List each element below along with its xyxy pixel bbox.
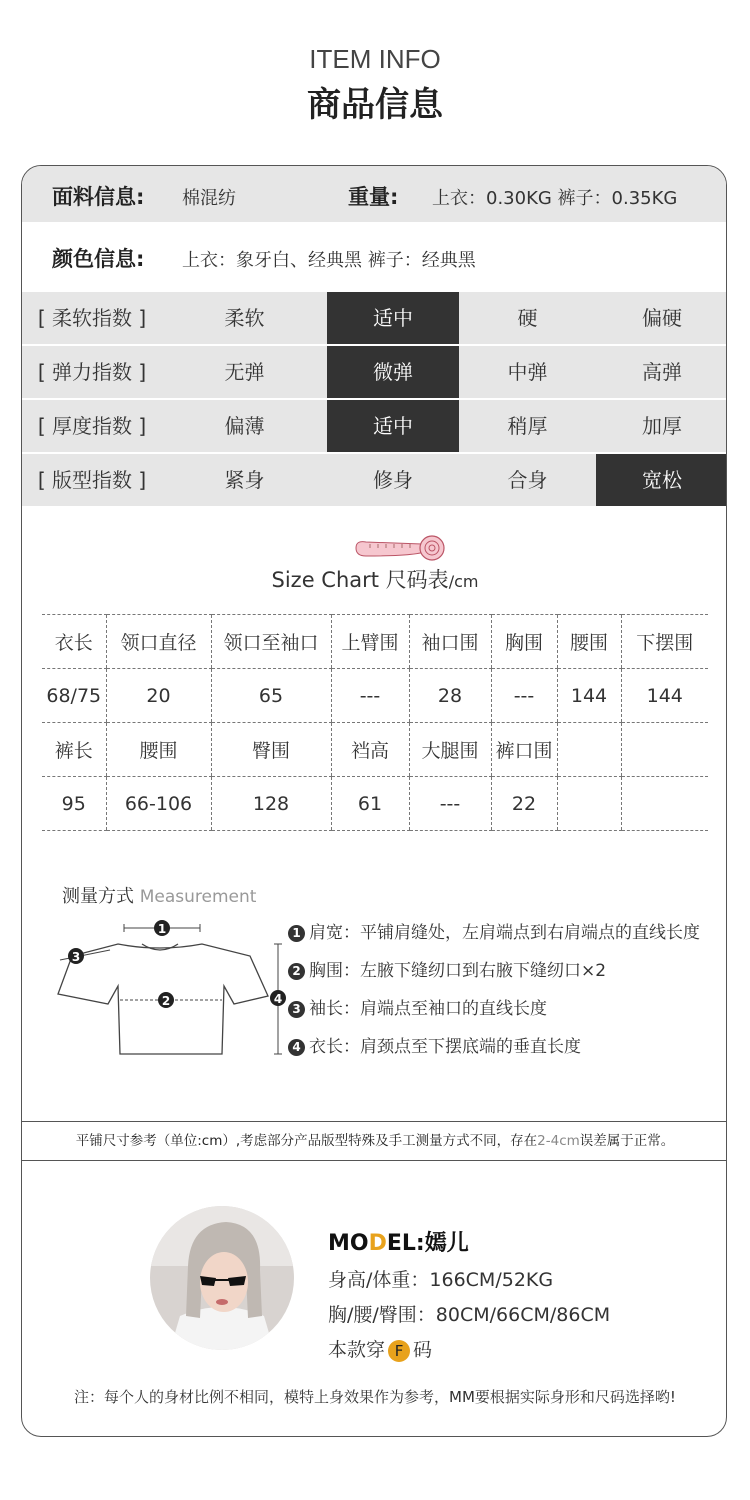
number-badge-icon: 4 — [288, 1039, 305, 1056]
size-chart-title-text: Size Chart 尺码表 — [271, 568, 449, 592]
table-cell: 144 — [621, 669, 708, 723]
index-option: 微弹 — [327, 346, 459, 398]
size-note-tolerance: 2-4cm — [537, 1133, 580, 1149]
table-cell: 领口至袖口 — [211, 615, 331, 669]
measurement-list — [288, 920, 700, 1072]
garment-diagram-icon — [50, 914, 290, 1064]
model-info — [328, 1226, 610, 1362]
size-table — [42, 614, 708, 831]
size-note-post: 误差属于正常。 — [579, 1133, 675, 1149]
table-cell: 裤口围 — [491, 723, 557, 777]
index-option: 中弹 — [507, 360, 548, 384]
index-option: 偏硬 — [642, 306, 682, 330]
measuring-tape-icon — [352, 534, 448, 564]
table-cell: 66-106 — [106, 777, 211, 831]
index-row — [22, 400, 727, 452]
table-row — [42, 777, 708, 831]
table-cell: 衣长 — [42, 615, 106, 669]
weight-label: 重量: — [348, 185, 399, 209]
size-note-pre: 平铺尺寸参考（单位:cm）,考虑部分产品版型特殊及手工测量方式不同，存在 — [75, 1133, 538, 1149]
index-option: 偏薄 — [224, 414, 265, 438]
table-cell: 袖口围 — [409, 615, 491, 669]
table-cell: 裤长 — [42, 723, 106, 777]
size-chart-unit: /cm — [448, 572, 479, 591]
index-row-label: [ 柔软指数 ] — [37, 306, 147, 330]
index-option: 稍厚 — [507, 414, 548, 438]
weight-value: 上衣：0.30KG 裤子：0.35KG — [432, 188, 678, 209]
table-cell: 95 — [42, 777, 106, 831]
index-option: 加厚 — [642, 414, 682, 438]
header-title-en: ITEM INFO — [309, 44, 441, 74]
index-row — [22, 454, 727, 506]
index-option: 适中 — [327, 400, 459, 452]
table-cell: --- — [409, 777, 491, 831]
model-size: 本款穿 F 码 — [328, 1339, 433, 1361]
svg-text:1: 1 — [157, 922, 167, 936]
index-row — [22, 346, 727, 398]
table-cell — [621, 723, 708, 777]
table-cell: 领口直径 — [106, 615, 211, 669]
table-cell: 胸围 — [491, 615, 557, 669]
table-cell: 144 — [557, 669, 621, 723]
size-chart-title — [22, 564, 727, 594]
table-cell: 65 — [211, 669, 331, 723]
index-option: 合身 — [507, 468, 548, 492]
size-badge: F — [388, 1340, 410, 1362]
table-cell: 128 — [211, 777, 331, 831]
index-row — [22, 292, 727, 344]
index-option: 修身 — [373, 468, 413, 492]
table-cell: 裆高 — [331, 723, 409, 777]
table-cell: --- — [491, 669, 557, 723]
svg-text:2: 2 — [161, 994, 171, 1008]
number-badge-icon: 2 — [288, 963, 305, 980]
color-row — [22, 222, 727, 292]
index-option: 适中 — [327, 292, 459, 344]
header-title-cn: 商品信息 — [307, 85, 443, 125]
index-row-label: [ 厚度指数 ] — [37, 414, 147, 438]
model-name: MODEL:嫣儿 — [328, 1231, 469, 1256]
index-option: 无弹 — [224, 360, 265, 384]
table-cell: 大腿围 — [409, 723, 491, 777]
table-cell: 腰围 — [106, 723, 211, 777]
table-cell — [621, 777, 708, 831]
fabric-label: 面料信息: — [52, 185, 145, 209]
table-cell: 下摆围 — [621, 615, 708, 669]
measurement-title — [62, 882, 256, 908]
table-cell: 68/75 — [42, 669, 106, 723]
table-cell: 22 — [491, 777, 557, 831]
model-height-weight: 身高/体重：166CM/52KG — [328, 1269, 554, 1291]
measurement-title-cn: 测量方式 — [62, 886, 134, 907]
number-badge-icon: 3 — [288, 1001, 305, 1018]
table-cell: 28 — [409, 669, 491, 723]
table-cell: 臀围 — [211, 723, 331, 777]
table-row — [42, 615, 708, 669]
number-badge-icon: 1 — [288, 925, 305, 942]
measurement-title-en: Measurement — [139, 887, 257, 907]
table-cell: 61 — [331, 777, 409, 831]
footnote: 注：每个人的身材比例不相同，模特上身效果作为参考，MM要根据实际身形和尺码选择哟! — [74, 1388, 676, 1406]
svg-text:4: 4 — [273, 992, 283, 1006]
table-cell — [557, 723, 621, 777]
measurement-item — [288, 958, 700, 996]
color-label: 颜色信息: — [52, 247, 145, 271]
table-cell: 20 — [106, 669, 211, 723]
index-option: 高弹 — [642, 360, 682, 384]
page-header — [0, 44, 750, 126]
measurement-text: 肩宽：平铺肩缝处，左肩端点到右肩端点的直线长度 — [309, 923, 700, 943]
table-row — [42, 669, 708, 723]
model-measurements: 胸/腰/臀围：80CM/66CM/86CM — [328, 1304, 611, 1326]
table-cell: 腰围 — [557, 615, 621, 669]
index-row-label: [ 弹力指数 ] — [37, 360, 147, 384]
index-option: 紧身 — [224, 468, 265, 492]
table-row — [42, 723, 708, 777]
measurement-item — [288, 1034, 700, 1072]
svg-text:3: 3 — [71, 950, 81, 964]
index-option: 柔软 — [224, 306, 265, 330]
model-avatar — [150, 1206, 294, 1350]
index-option: 硬 — [517, 306, 538, 330]
index-row-label: [ 版型指数 ] — [37, 468, 147, 492]
size-note — [22, 1121, 727, 1161]
fabric-row — [22, 166, 727, 222]
table-cell — [557, 777, 621, 831]
info-card — [21, 165, 727, 1437]
index-option: 宽松 — [596, 454, 727, 506]
measurement-item — [288, 920, 700, 958]
measurement-text: 衣长：肩颈点至下摆底端的垂直长度 — [309, 1037, 581, 1057]
measurement-item — [288, 996, 700, 1034]
measurement-text: 袖长：肩端点至袖口的直线长度 — [309, 999, 547, 1019]
measurement-text: 胸围：左腋下缝纫口到右腋下缝纫口×2 — [309, 961, 607, 981]
table-cell: 上臂围 — [331, 615, 409, 669]
table-cell: --- — [331, 669, 409, 723]
fabric-value: 棉混纺 — [182, 188, 236, 209]
color-value: 上衣：象牙白、经典黑 裤子：经典黑 — [182, 250, 476, 271]
